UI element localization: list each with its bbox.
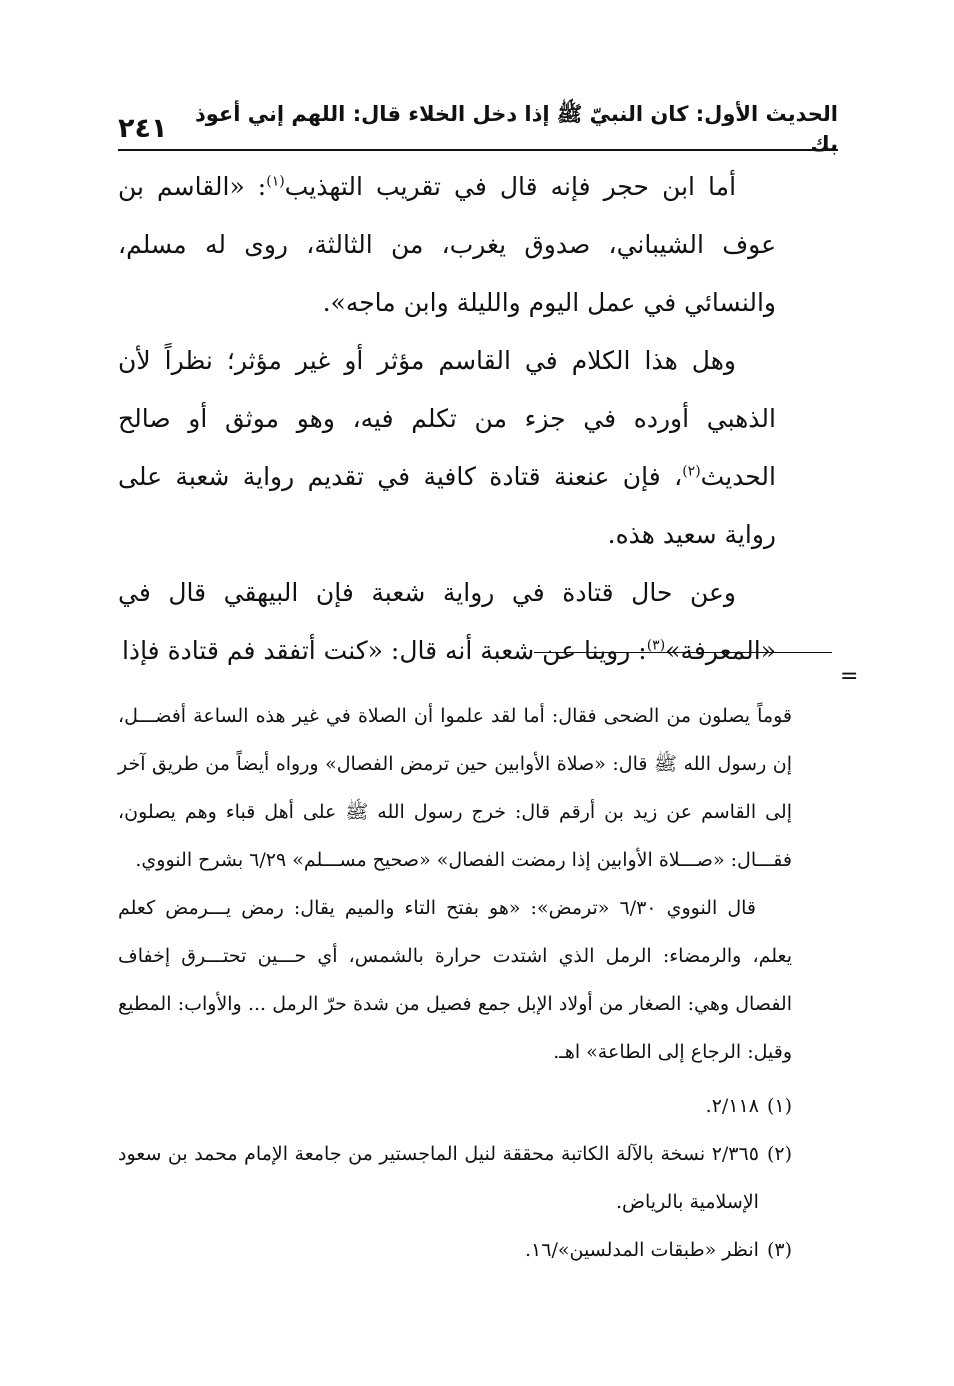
page-number: ٢٤١ <box>118 112 168 144</box>
footnote-item <box>118 1226 792 1274</box>
footnote-separator <box>534 652 832 653</box>
paragraph-1-text-b: : «القاسم بن عوف الشيباني، صدوق يغرب، من الثالثة، روى له مسلم، والنسائي في عمل اليوم والليلة وابن ماجه». <box>118 172 776 317</box>
paragraph-1 <box>118 158 776 332</box>
paragraph-3-text-a: وعن حال قتادة في رواية شعبة فإن البيهقي قال في «المعرفة» <box>118 578 776 665</box>
footnotes <box>118 692 792 1274</box>
footnote-list <box>118 1082 792 1274</box>
footnote-ref-1: (١) <box>266 173 285 190</box>
paragraph-3 <box>118 564 776 680</box>
footnote-text: انظر «طبقات المدلسين»/١٦. <box>524 1239 759 1261</box>
footnote-text: ٢/٣٦٥ نسخة بالآلة الكاتبة محققة لنيل الماجستير من جامعة الإمام محمد بن سعود الإسلامية بالرياض. <box>118 1143 759 1213</box>
footnote-text: ٢/١١٨. <box>705 1095 759 1117</box>
footnote-carryover-2 <box>118 884 792 1076</box>
footnote-number: (٣) <box>766 1239 792 1261</box>
paragraph-2-text-a: وهل هذا الكلام في القاسم مؤثر أو غير مؤثر؛ نظراً لأن الذهبي أورده في جزء من تكلم فيه، وهو موثق أو صالح الحديث <box>118 346 776 491</box>
paragraph-3-text-b: : روينا عن شعبة أنه قال: «كنت أتفقد فم قتادة فإذا <box>121 636 647 665</box>
footnote-item <box>118 1130 792 1226</box>
running-title: الحديث الأول: كان النبيّ ﷺ إذا دخل الخلاء قال: اللهم إني أعوذ بك <box>194 101 838 156</box>
footnote-carryover <box>118 692 792 884</box>
header-rule <box>118 149 838 151</box>
footnote-carryover-text-1: قوماً يصلون من الضحى فقال: أما لقد علموا أن الصلاة في غير هذه الساعة أفضـــل، إن رسول الله ﷺ قال: «صلاة الأوابين حين ترمض الفصال» ورواه أيضاً من طريق آخر إلى القاسم عن زيد بن أرقم قال: خرج رسول الله ﷺ على أهل قباء وهم يصلون، فقـــال: «صـــلاة الأوابين إذا رمضت الفصال» «صحيح مســـلم» ٦/٢٩ بشرح النووي. <box>118 705 793 871</box>
main-text <box>118 158 776 680</box>
continuation-mark: = <box>840 664 859 689</box>
paragraph-2 <box>118 332 776 564</box>
footnote-item <box>118 1082 792 1130</box>
paragraph-1-text-a: أما ابن حجر فإنه قال في تقريب التهذيب <box>284 172 737 201</box>
footnote-number: (٢) <box>766 1143 792 1165</box>
footnote-ref-2: (٢) <box>682 463 701 480</box>
page-header <box>118 101 838 156</box>
footnote-carryover-text-2: قال النووي ٦/٣٠ «ترمض»: «هو بفتح التاء والميم يقال: رمض يـــرمض كعلم يعلم، والرمضاء: الرمل الذي اشتدت حرارة بالشمس، أي حـــين تحتـــرق إخفاف الفصال وهي: الصغار من أولاد الإبل جمع فصيل من شدة حرّ الرمل ... والأواب: المطيع وقيل: الرجاع إلى الطاعة» اهـ. <box>118 897 792 1063</box>
footnote-ref-3: (٣) <box>646 637 666 654</box>
paragraph-2-text-b: ، فإن عنعنة قتادة كافية في تقديم رواية شعبة على رواية سعيد هذه. <box>118 462 776 549</box>
footnote-number: (١) <box>766 1095 792 1117</box>
